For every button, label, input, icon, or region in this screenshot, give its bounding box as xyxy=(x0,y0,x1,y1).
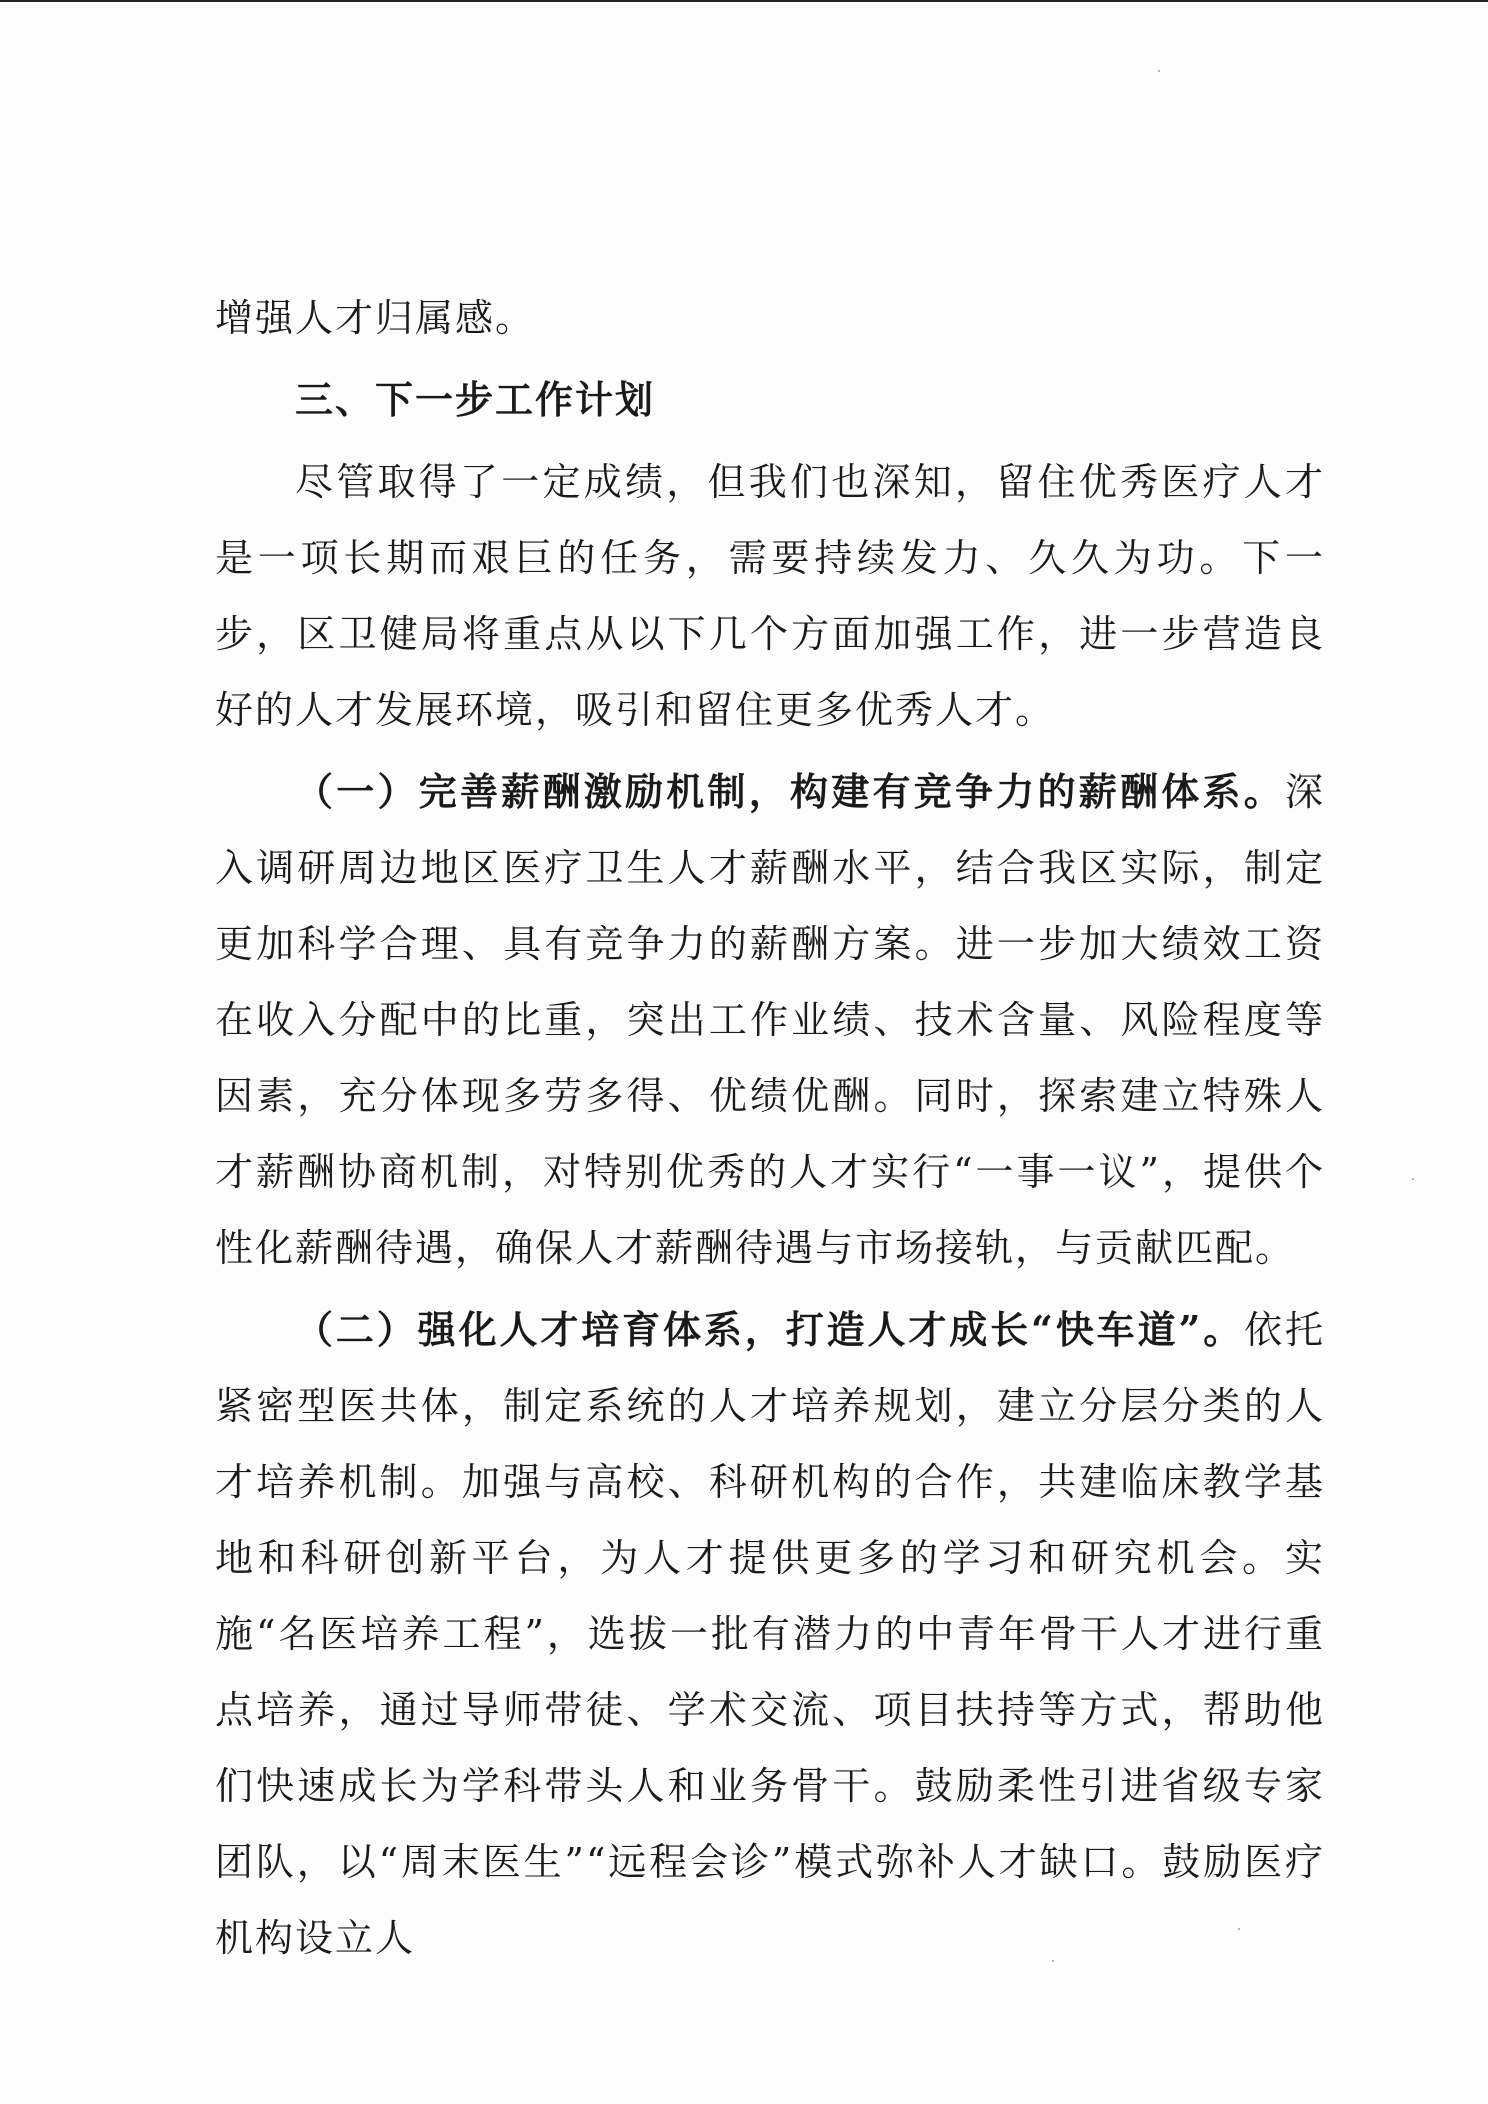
item-lead-1: （一）完善薪酬激励机制，构建有竞争力的薪酬体系。 xyxy=(295,769,1285,814)
scan-top-edge xyxy=(0,0,1488,2)
item-lead-2: （二）强化人才培育体系，打造人才成长“快车道”。 xyxy=(295,1307,1245,1352)
item-body-1: 深入调研周边地区医疗卫生人才薪酬水平，结合我区实际，制定更加科学合理、具有竞争力的薪酬方案。进一步加大绩效工资在收入分配中的比重，突出工作业绩、技术含量、风险程度等因素，充分体现多劳多得、优绩优酬。同时，探索建立特殊人才薪酬协商机制，对特别优秀的人才实行“一事一议”，提供个性化薪酬待遇，确保人才薪酬待遇与市场接轨，与贡献匹配。 xyxy=(215,770,1325,1270)
item-body-2: 依托紧密型医共体，制定系统的人才培养规划，建立分层分类的人才培养机制。加强与高校、科研机构的合作，共建临床教学基地和科研创新平台，为人才提供更多的学习和研究机会。实施“名医培养工程”，选拔一批有潜力的中青年骨干人才进行重点培养，通过导师带徒、学术交流、项目扶持等方式，帮助他们快速成长为学科带头人和业务骨干。鼓励柔性引进省级专家团队，以“周末医生”“远程会诊”模式弥补人才缺口。鼓励医疗机构设立人 xyxy=(215,1308,1325,1960)
item-paragraph-2 xyxy=(215,1292,1325,1976)
continuation-text: 增强人才归属感。 xyxy=(215,296,536,340)
section-heading: 三、下一步工作计划 xyxy=(295,378,656,422)
document-body xyxy=(215,280,1325,1982)
item-paragraph-1 xyxy=(215,754,1325,1286)
scan-speck xyxy=(1412,1178,1414,1180)
intro-paragraph: 尽管取得了一定成绩，但我们也深知，留住优秀医疗人才是一项长期而艰巨的任务，需要持续发力、久久为功。下一步，区卫健局将重点从以下几个方面加强工作，进一步营造良好的人才发展环境，吸引和留住更多优秀人才。 xyxy=(215,460,1325,732)
scan-speck xyxy=(1158,70,1160,72)
